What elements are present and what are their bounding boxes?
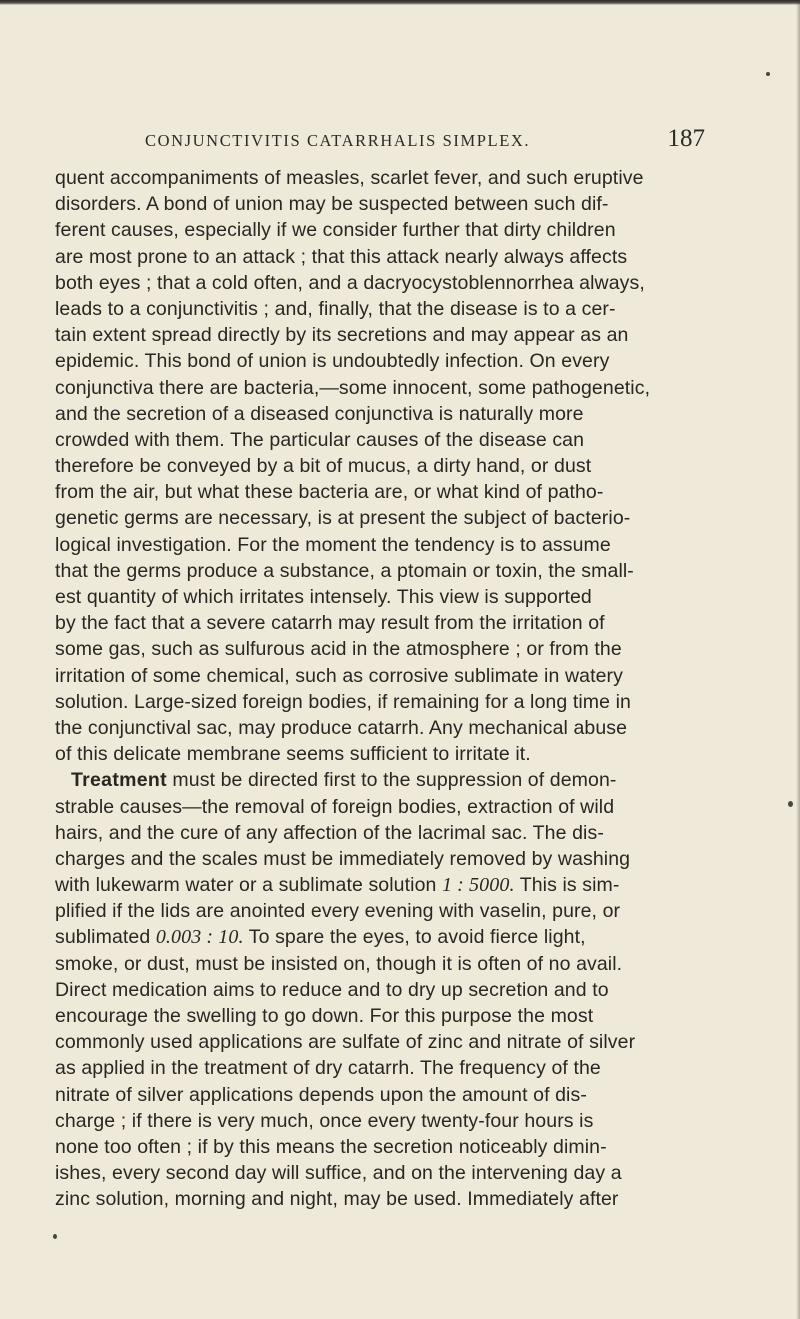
- text-line: strable causes—the removal of foreign bodies, extraction of wild: [55, 795, 615, 818]
- text-line: hairs, and the cure of any affection of the lacrimal sac. The dis-: [55, 821, 604, 844]
- text-line: quent accompaniments of measles, scarlet fever, and such eruptive: [55, 167, 644, 189]
- text-line: tain extent spread directly by its secretions and may appear as an: [55, 324, 629, 347]
- running-head: [145, 125, 705, 169]
- text-line: some gas, such as sulfurous acid in the atmosphere ; or from the: [55, 638, 622, 661]
- text-fragment: sublimated: [55, 926, 156, 949]
- text-fragment: with lukewarm water or a sublimate solution: [55, 874, 442, 897]
- body-text: [55, 165, 785, 1213]
- text-line-ratio: [55, 872, 785, 898]
- text-line: and the secretion of a diseased conjunctiva is naturally more: [55, 402, 584, 425]
- text-line: plified if the lids are anointed every evening with vaselin, pure, or: [55, 900, 621, 923]
- text-line: therefore be conveyed by a bit of mucus, a dirty hand, or dust: [55, 455, 592, 478]
- text-fragment: This is sim-: [514, 874, 620, 897]
- text-line: none too often ; if by this means the secretion noticeably dimin-: [55, 1135, 607, 1158]
- text-line: that the germs produce a substance, a ptomain or toxin, the small-: [55, 559, 634, 582]
- ratio-value: 0.003 : 10.: [155, 926, 244, 949]
- text-fragment: must be directed first to the suppression of demon-: [166, 769, 617, 792]
- text-line: irritation of some chemical, such as corrosive sublimate in watery: [55, 664, 623, 687]
- text-line: Direct medication aims to reduce and to dry up secretion and to: [55, 978, 609, 1001]
- text-line: as applied in the treatment of dry catarrh. The frequency of the: [55, 1057, 601, 1080]
- page-right-edge: [796, 0, 800, 1319]
- text-line: ishes, every second day will suffice, and on the intervening day a: [55, 1162, 622, 1185]
- text-line: by the fact that a severe catarrh may result from the irritation of: [55, 612, 605, 635]
- text-line: ferent causes, especially if we consider further that dirty children: [55, 219, 616, 242]
- text-line: leads to a conjunctivitis ; and, finally, that the disease is to a cer-: [55, 297, 616, 320]
- text-line: of this delicate membrane seems sufficient to irritate it.: [55, 743, 531, 766]
- text-line: est quantity of which irritates intensely. This view is supported: [55, 586, 592, 608]
- treatment-heading: Treatment: [71, 769, 167, 792]
- text-line: charge ; if there is very much, once every twenty-four hours is: [55, 1109, 594, 1132]
- margin-mark: [53, 1234, 57, 1239]
- text-line: solution. Large-sized foreign bodies, if remaining for a long time in: [55, 690, 631, 713]
- text-line: are most prone to an attack ; that this attack nearly always affects: [55, 245, 628, 268]
- text-line-ratio: [55, 924, 785, 950]
- treatment-first-line: [55, 767, 785, 793]
- text-line: logical investigation. For the moment the tendency is to assume: [55, 533, 611, 556]
- text-line: epidemic. This bond of union is undoubtedly infection. On every: [55, 350, 610, 373]
- text-line: commonly used applications are sulfate of zinc and nitrate of silver: [55, 1031, 636, 1054]
- text-line: zinc solution, morning and night, may be used. Immediately after: [55, 1188, 619, 1211]
- running-head-title: CONJUNCTIVITIS CATARRHALIS SIMPLEX.: [145, 131, 531, 150]
- text-line: from the air, but what these bacteria are, or what kind of patho-: [55, 481, 604, 504]
- text-fragment: To spare the eyes, to avoid fierce light,: [243, 926, 586, 949]
- ratio-value: 1 : 5000.: [441, 874, 515, 897]
- text-line: crowded with them. The particular causes of the disease can: [55, 428, 585, 451]
- page-number: 187: [667, 125, 705, 152]
- text-line: genetic germs are necessary, is at present the subject of bacterio-: [55, 507, 631, 530]
- text-line: charges and the scales must be immediately removed by washing: [55, 847, 631, 870]
- margin-mark: [788, 801, 793, 807]
- page-top-edge: [0, 0, 800, 5]
- text-line: nitrate of silver applications depends upon the amount of dis-: [55, 1083, 587, 1106]
- text-line: conjunctiva there are bacteria,—some innocent, some pathogenetic,: [55, 376, 651, 399]
- text-line: disorders. A bond of union may be suspected between such dif-: [55, 193, 609, 216]
- text-line: encourage the swelling to go down. For this purpose the most: [55, 1005, 594, 1027]
- text-line: both eyes ; that a cold often, and a dacryocystoblennorrhea always,: [55, 271, 645, 294]
- margin-mark: [766, 72, 770, 76]
- text-line: smoke, or dust, must be insisted on, though it is often of no avail.: [55, 952, 623, 975]
- text-line: the conjunctival sac, may produce catarrh. Any mechanical abuse: [55, 716, 628, 739]
